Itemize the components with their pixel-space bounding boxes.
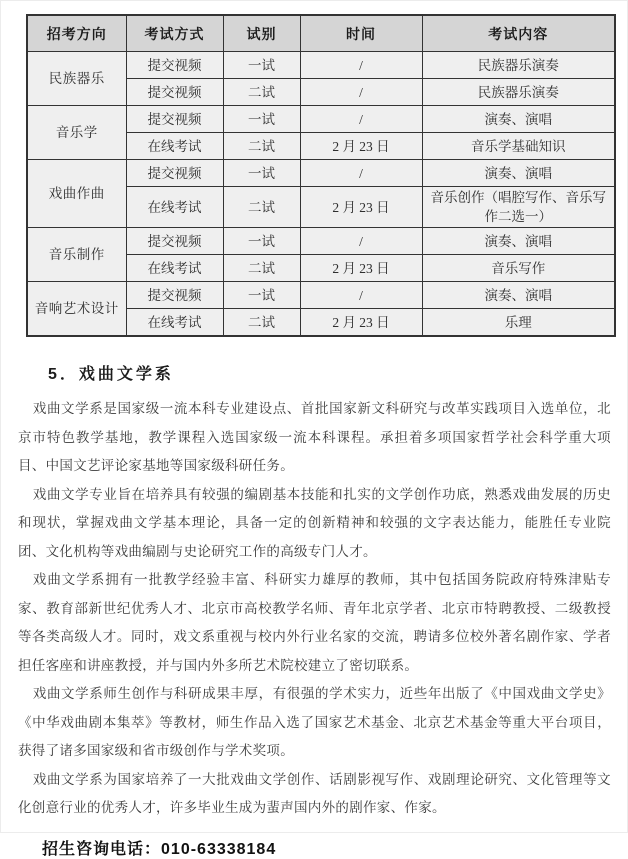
round-cell: 二试 bbox=[223, 255, 300, 282]
phone-number: 010-63338184 bbox=[161, 840, 277, 858]
round-cell: 一试 bbox=[223, 160, 300, 187]
content-cell: 演奏、演唱 bbox=[422, 282, 615, 309]
method-cell: 提交视频 bbox=[126, 228, 223, 255]
method-cell: 在线考试 bbox=[126, 187, 223, 228]
header-content: 考试内容 bbox=[422, 15, 615, 52]
content-cell: 演奏、演唱 bbox=[422, 160, 615, 187]
content-cell: 乐理 bbox=[422, 309, 615, 337]
method-cell: 提交视频 bbox=[126, 106, 223, 133]
paragraph-alumni: 戏曲文学系为国家培养了一大批戏曲文学创作、话剧影视写作、戏剧理论研究、文化管理等文化创意行业的优秀人才，许多毕业生成为蜚声国内外的剧作家、作家。 bbox=[18, 771, 611, 815]
direction-cell: 民族器乐 bbox=[27, 52, 126, 106]
method-cell: 在线考试 bbox=[126, 255, 223, 282]
table-row bbox=[27, 160, 615, 187]
round-cell: 二试 bbox=[223, 187, 300, 228]
content-cell: 演奏、演唱 bbox=[422, 228, 615, 255]
header-round: 试别 bbox=[223, 15, 300, 52]
content-cell: 音乐写作 bbox=[422, 255, 615, 282]
round-cell: 一试 bbox=[223, 106, 300, 133]
time-cell: 2 月 23 日 bbox=[300, 309, 422, 337]
time-cell: 2 月 23 日 bbox=[300, 187, 422, 228]
paragraph-faculty: 戏曲文学系拥有一批教学经验丰富、科研实力雄厚的教师，其中包括国务院政府特殊津贴专家、教育部新世纪优秀人才、北京市高校教学名师、青年北京学者、北京市特聘教授、二级教授等各类高级人才。同时，戏文系重视与校内外行业名家的交流，聘请多位校外著名剧作家、学者担任客座和讲座教授，并与国内外多所艺术院校建立了密切联系。 bbox=[18, 572, 611, 673]
header-direction: 招考方向 bbox=[27, 15, 126, 52]
admission-phone-line bbox=[42, 836, 611, 859]
paragraph-training-goal: 戏曲文学专业旨在培养具有较强的编剧基本技能和扎实的文学创作功底，熟悉戏曲发展的历史和现状，掌握戏曲文学基本理论，具备一定的创新精神和较强的文字表达能力，能胜任专业院团、文化机构等戏曲编剧与史论研究工作的高级专门人才。 bbox=[18, 486, 611, 559]
method-cell: 提交视频 bbox=[126, 52, 223, 79]
header-method: 考试方式 bbox=[126, 15, 223, 52]
time-cell: / bbox=[300, 52, 422, 79]
round-cell: 二试 bbox=[223, 309, 300, 337]
direction-cell: 音响艺术设计 bbox=[27, 282, 126, 337]
content-cell: 音乐学基础知识 bbox=[422, 133, 615, 160]
table-row bbox=[27, 282, 615, 309]
method-cell: 提交视频 bbox=[126, 79, 223, 106]
time-cell: / bbox=[300, 160, 422, 187]
round-cell: 一试 bbox=[223, 228, 300, 255]
direction-cell: 音乐学 bbox=[27, 106, 126, 160]
direction-cell: 音乐制作 bbox=[27, 228, 126, 282]
section-body bbox=[18, 395, 611, 823]
direction-cell: 戏曲作曲 bbox=[27, 160, 126, 228]
table-row bbox=[27, 106, 615, 133]
round-cell: 一试 bbox=[223, 52, 300, 79]
method-cell: 在线考试 bbox=[126, 133, 223, 160]
content-cell: 民族器乐演奏 bbox=[422, 52, 615, 79]
paragraph-intro: 戏曲文学系是国家级一流本科专业建设点、首批国家新文科研究与改革实践项目入选单位，北京市特色教学基地，教学课程入选国家级一流本科课程。承担着多项国家哲学社会科学重大项目、中国文艺评论家基地等国家级科研任务。 bbox=[18, 401, 611, 473]
round-cell: 二试 bbox=[223, 133, 300, 160]
time-cell: / bbox=[300, 228, 422, 255]
phone-label: 招生咨询电话： bbox=[42, 840, 162, 858]
round-cell: 二试 bbox=[223, 79, 300, 106]
time-cell: 2 月 23 日 bbox=[300, 255, 422, 282]
header-time: 时间 bbox=[300, 15, 422, 52]
method-cell: 提交视频 bbox=[126, 282, 223, 309]
time-cell: / bbox=[300, 282, 422, 309]
paragraph-achievements: 戏曲文学系师生创作与科研成果丰厚，有很强的学术实力，近些年出版了《中国戏曲文学史》《中华戏曲剧本集萃》等教材，师生作品入选了国家艺术基金、北京艺术基金等重大平台项目，获得了诸多国家级和省市级创作与学术奖项。 bbox=[18, 686, 611, 758]
time-cell: 2 月 23 日 bbox=[300, 133, 422, 160]
method-cell: 提交视频 bbox=[126, 160, 223, 187]
time-cell: / bbox=[300, 79, 422, 106]
time-cell: / bbox=[300, 106, 422, 133]
content-cell: 演奏、演唱 bbox=[422, 106, 615, 133]
exam-schedule-table bbox=[26, 14, 616, 337]
section-heading: 5．戏曲文学系 bbox=[48, 366, 174, 383]
table-row bbox=[27, 228, 615, 255]
content-cell: 音乐创作（唱腔写作、音乐写作二选一） bbox=[422, 187, 615, 228]
table-header-row bbox=[27, 15, 615, 52]
round-cell: 一试 bbox=[223, 282, 300, 309]
method-cell: 在线考试 bbox=[126, 309, 223, 337]
table-row bbox=[27, 52, 615, 79]
content-cell: 民族器乐演奏 bbox=[422, 79, 615, 106]
